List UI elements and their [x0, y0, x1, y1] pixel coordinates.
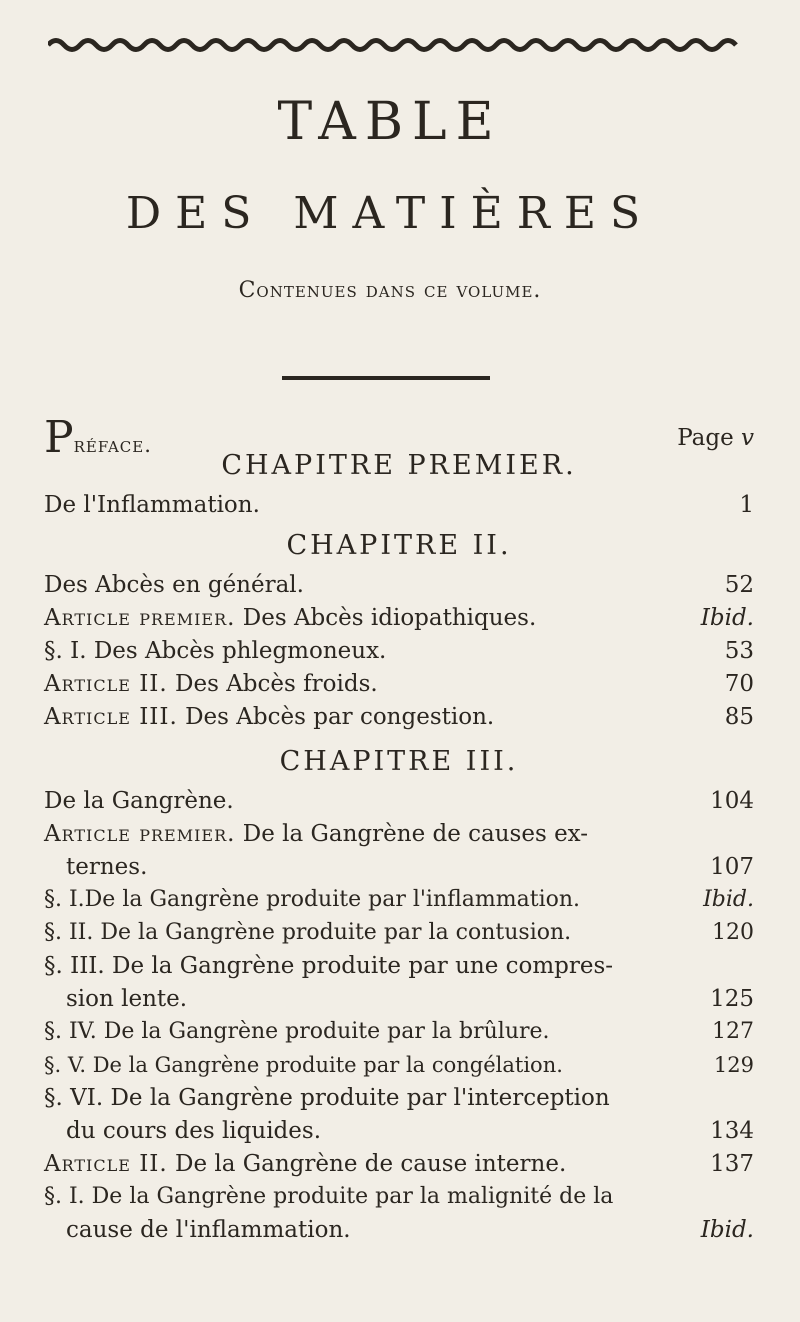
toc-entry-label: Article premier. [44, 821, 236, 847]
toc-entry [44, 700, 754, 734]
toc-entry-title: De la Gangrène produite par la malignité de la [91, 1184, 614, 1209]
toc-entry-label: §. III. [44, 953, 105, 979]
toc-entry [44, 1048, 754, 1082]
toc-entry-title: De la Gangrène produite par l'interception [110, 1085, 610, 1111]
toc-entry-page: 107 [710, 854, 754, 880]
page-caption: Contenues dans ce volume. [238, 278, 542, 303]
toc-entry-title: Des Abcès froids. [175, 671, 378, 697]
toc-entry-title-cont: du cours des liquides. [66, 1118, 321, 1144]
toc-entry-label: §. I. [44, 638, 87, 664]
chapter-heading: CHAPITRE II. [286, 530, 512, 561]
toc-entry-title: De la Gangrène produite par la contusion. [100, 920, 572, 945]
toc-entry-label: Article II. [44, 1151, 168, 1177]
toc-entry [44, 817, 754, 851]
toc-entry-label: Article III. [44, 704, 178, 730]
toc-entry [44, 1147, 754, 1181]
toc-entry [44, 916, 754, 950]
toc-entry-title: Des Abcès phlegmoneux. [93, 638, 387, 664]
page-label: Page [677, 425, 734, 451]
toc-entry [44, 883, 754, 917]
toc-entry-page: 137 [710, 1151, 754, 1177]
toc-entry-label: §. I. [44, 887, 85, 912]
toc-entry-page: Ibid. [700, 1217, 754, 1243]
toc-entry-page: 70 [724, 671, 754, 697]
toc-entry-page: 129 [713, 1053, 754, 1077]
toc-entry-label: Article II. [44, 671, 168, 697]
printer-ornament-icon [48, 34, 740, 56]
toc-entry-continuation [44, 1114, 754, 1148]
toc-entry-title: De la Gangrène produite par l'inflammation. [84, 887, 581, 912]
page-number: v [741, 425, 754, 451]
toc-entry-page: 120 [712, 920, 754, 945]
toc-entry-label: §. IV. [44, 1019, 97, 1044]
toc-entry-title: De l'Inflammation. [44, 492, 260, 518]
toc-entry-title: Préface. [44, 412, 152, 463]
toc-entry [44, 568, 754, 602]
toc-entry-label: §. VI. [44, 1085, 104, 1111]
toc-entry [44, 784, 754, 818]
page-subtitle: DES MATIÈRES [125, 188, 655, 239]
toc-entry [44, 601, 754, 635]
toc-entry [44, 1081, 754, 1115]
toc-entry [44, 949, 754, 983]
toc-entry [44, 634, 754, 668]
toc-entry-label: Article premier. [44, 605, 236, 631]
toc-entry-label: §. II. [44, 920, 94, 945]
toc-entry-title: De la Gangrène de cause interne. [175, 1151, 567, 1177]
toc-entry-title: De la Gangrène produite par une compres- [112, 953, 614, 979]
toc-entry-label: §. V. [44, 1053, 87, 1077]
divider-rule [282, 376, 490, 380]
toc-entry [44, 1180, 754, 1214]
toc-entry-title: Des Abcès idiopathiques. [242, 605, 537, 631]
page-title: TABLE [277, 92, 503, 152]
toc-entry-page: Ibid. [700, 605, 754, 631]
toc-entry-continuation [44, 850, 754, 884]
toc-entry-title: De la Gangrène. [44, 788, 234, 814]
toc-entry-title-cont: cause de l'inflammation. [66, 1217, 351, 1243]
toc-entry-title: Des Abcès en général. [44, 572, 304, 598]
toc-entry-page: 125 [710, 986, 754, 1012]
toc-entry-continuation [44, 1213, 754, 1247]
toc-entry-continuation [44, 982, 754, 1016]
toc-entry [44, 667, 754, 701]
toc-entry-title: De la Gangrène produite par la congélation. [92, 1053, 563, 1077]
toc-entry-page: 134 [710, 1118, 754, 1144]
toc-entry [44, 488, 754, 522]
toc-entry [44, 1015, 754, 1049]
chapter-heading: CHAPITRE PREMIER. [221, 450, 577, 481]
toc-entry-page: Ibid. [703, 887, 754, 912]
toc-entry-title-rest: réface. [73, 433, 152, 457]
toc-entry-page: 127 [712, 1019, 754, 1044]
toc-entry-page: 104 [710, 788, 754, 814]
toc-entry-title: Des Abcès par congestion. [185, 704, 495, 730]
toc-entry-title: De la Gangrène de causes ex- [242, 821, 589, 847]
toc-entry-page: 52 [724, 572, 754, 598]
toc-entry-title: De la Gangrène produite par la brûlure. [103, 1019, 550, 1044]
toc-entry-page: 1 [739, 492, 754, 518]
toc-entry-title-cont: ternes. [66, 854, 148, 880]
toc-entry-page: 85 [724, 704, 754, 730]
toc-entry-label: §. I. [44, 1184, 85, 1209]
toc-entry-page: 53 [724, 638, 754, 664]
chapter-heading: CHAPITRE III. [279, 746, 519, 777]
toc-entry-title-cont: sion lente. [66, 986, 188, 1012]
